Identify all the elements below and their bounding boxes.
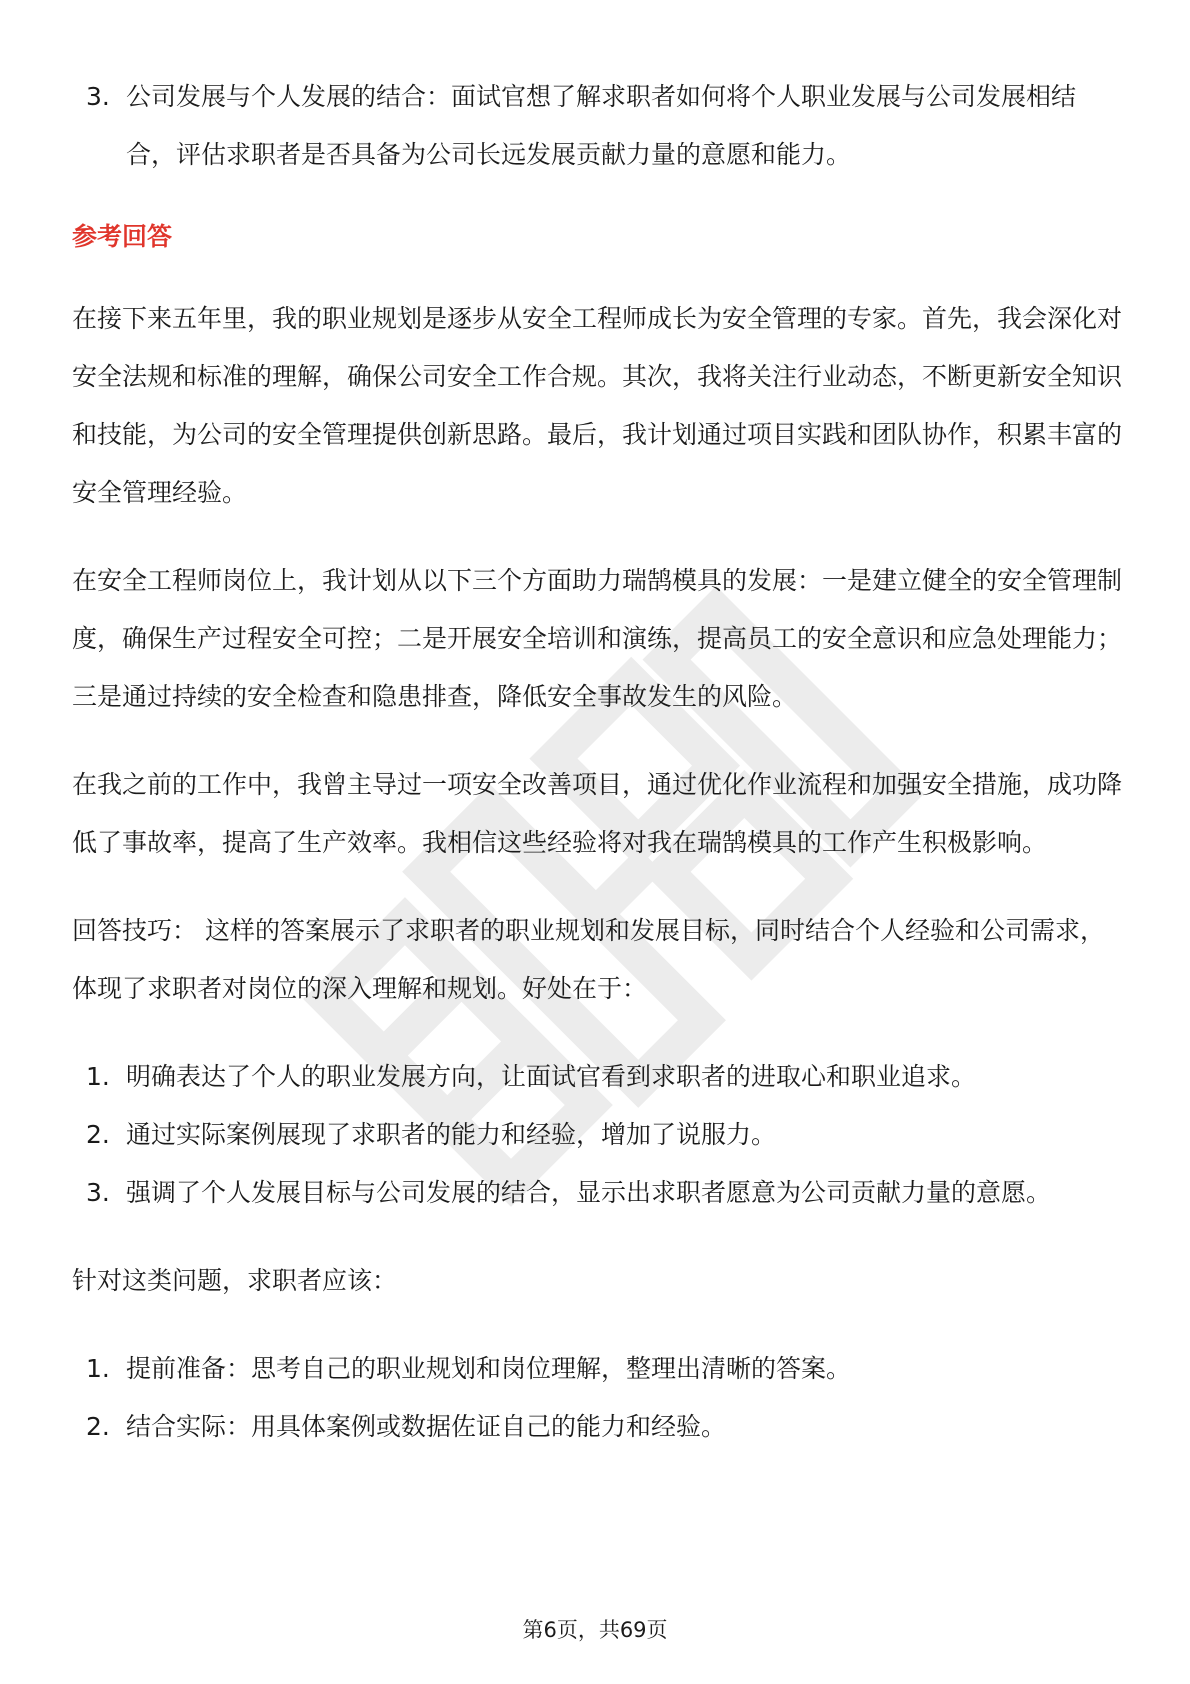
page-content bbox=[72, 68, 1122, 1456]
list-item bbox=[72, 1164, 1122, 1222]
list-number: 2. bbox=[86, 1412, 110, 1441]
list-number: 3. bbox=[86, 1178, 110, 1207]
list-number: 1. bbox=[86, 1354, 110, 1383]
answer-heading: 参考回答 bbox=[72, 222, 173, 251]
answer-paragraph: 在安全工程师岗位上，我计划从以下三个方面助力瑞鹄模具的发展：一是建立健全的安全管理制度，确保生产过程安全可控；二是开展安全培训和演练，提高员工的安全意识和应急处理能力；三是通过持续的安全检查和隐患排查，降低安全事故发生的风险。 bbox=[72, 566, 1123, 711]
list-text: 公司发展与个人发展的结合：面试官想了解求职者如何将个人职业发展与公司发展相结合，评估求职者是否具备为公司长远发展贡献力量的意愿和能力。 bbox=[126, 82, 1077, 169]
list-text: 提前准备：思考自己的职业规划和岗位理解，整理出清晰的答案。 bbox=[126, 1354, 852, 1383]
benefits-list bbox=[72, 1048, 1122, 1222]
list-item bbox=[72, 68, 1122, 184]
list-item bbox=[72, 1398, 1122, 1456]
answer-paragraph: 在接下来五年里，我的职业规划是逐步从安全工程师成长为安全管理的专家。首先，我会深化对安全法规和标准的理解，确保公司安全工作合规。其次，我将关注行业动态，不断更新安全知识和技能，为公司的安全管理提供创新思路。最后，我计划通过项目实践和团队协作，积累丰富的安全管理经验。 bbox=[72, 304, 1123, 507]
requirements-list bbox=[72, 68, 1122, 184]
list-item bbox=[72, 1106, 1122, 1164]
advice-list bbox=[72, 1340, 1122, 1456]
list-number: 1. bbox=[86, 1062, 110, 1091]
answer-paragraph: 在我之前的工作中，我曾主导过一项安全改善项目，通过优化作业流程和加强安全措施，成功降低了事故率，提高了生产效率。我相信这些经验将对我在瑞鹄模具的工作产生积极影响。 bbox=[72, 770, 1123, 857]
list-text: 结合实际：用具体案例或数据佐证自己的能力和经验。 bbox=[126, 1412, 727, 1441]
list-item bbox=[72, 1048, 1122, 1106]
list-text: 强调了个人发展目标与公司发展的结合，显示出求职者愿意为公司贡献力量的意愿。 bbox=[126, 1178, 1052, 1207]
list-number: 3. bbox=[86, 82, 110, 111]
list-text: 明确表达了个人的职业发展方向，让面试官看到求职者的进取心和职业追求。 bbox=[126, 1062, 977, 1091]
page-footer: 第6页，共69页 bbox=[522, 1618, 668, 1642]
tips-paragraph: 回答技巧： 这样的答案展示了求职者的职业规划和发展目标，同时结合个人经验和公司需求，体现了求职者对岗位的深入理解和规划。好处在于： bbox=[72, 916, 1105, 1003]
advice-intro: 针对这类问题，求职者应该： bbox=[72, 1266, 398, 1295]
list-number: 2. bbox=[86, 1120, 110, 1149]
list-item bbox=[72, 1340, 1122, 1398]
list-text: 通过实际案例展现了求职者的能力和经验，增加了说服力。 bbox=[126, 1120, 777, 1149]
